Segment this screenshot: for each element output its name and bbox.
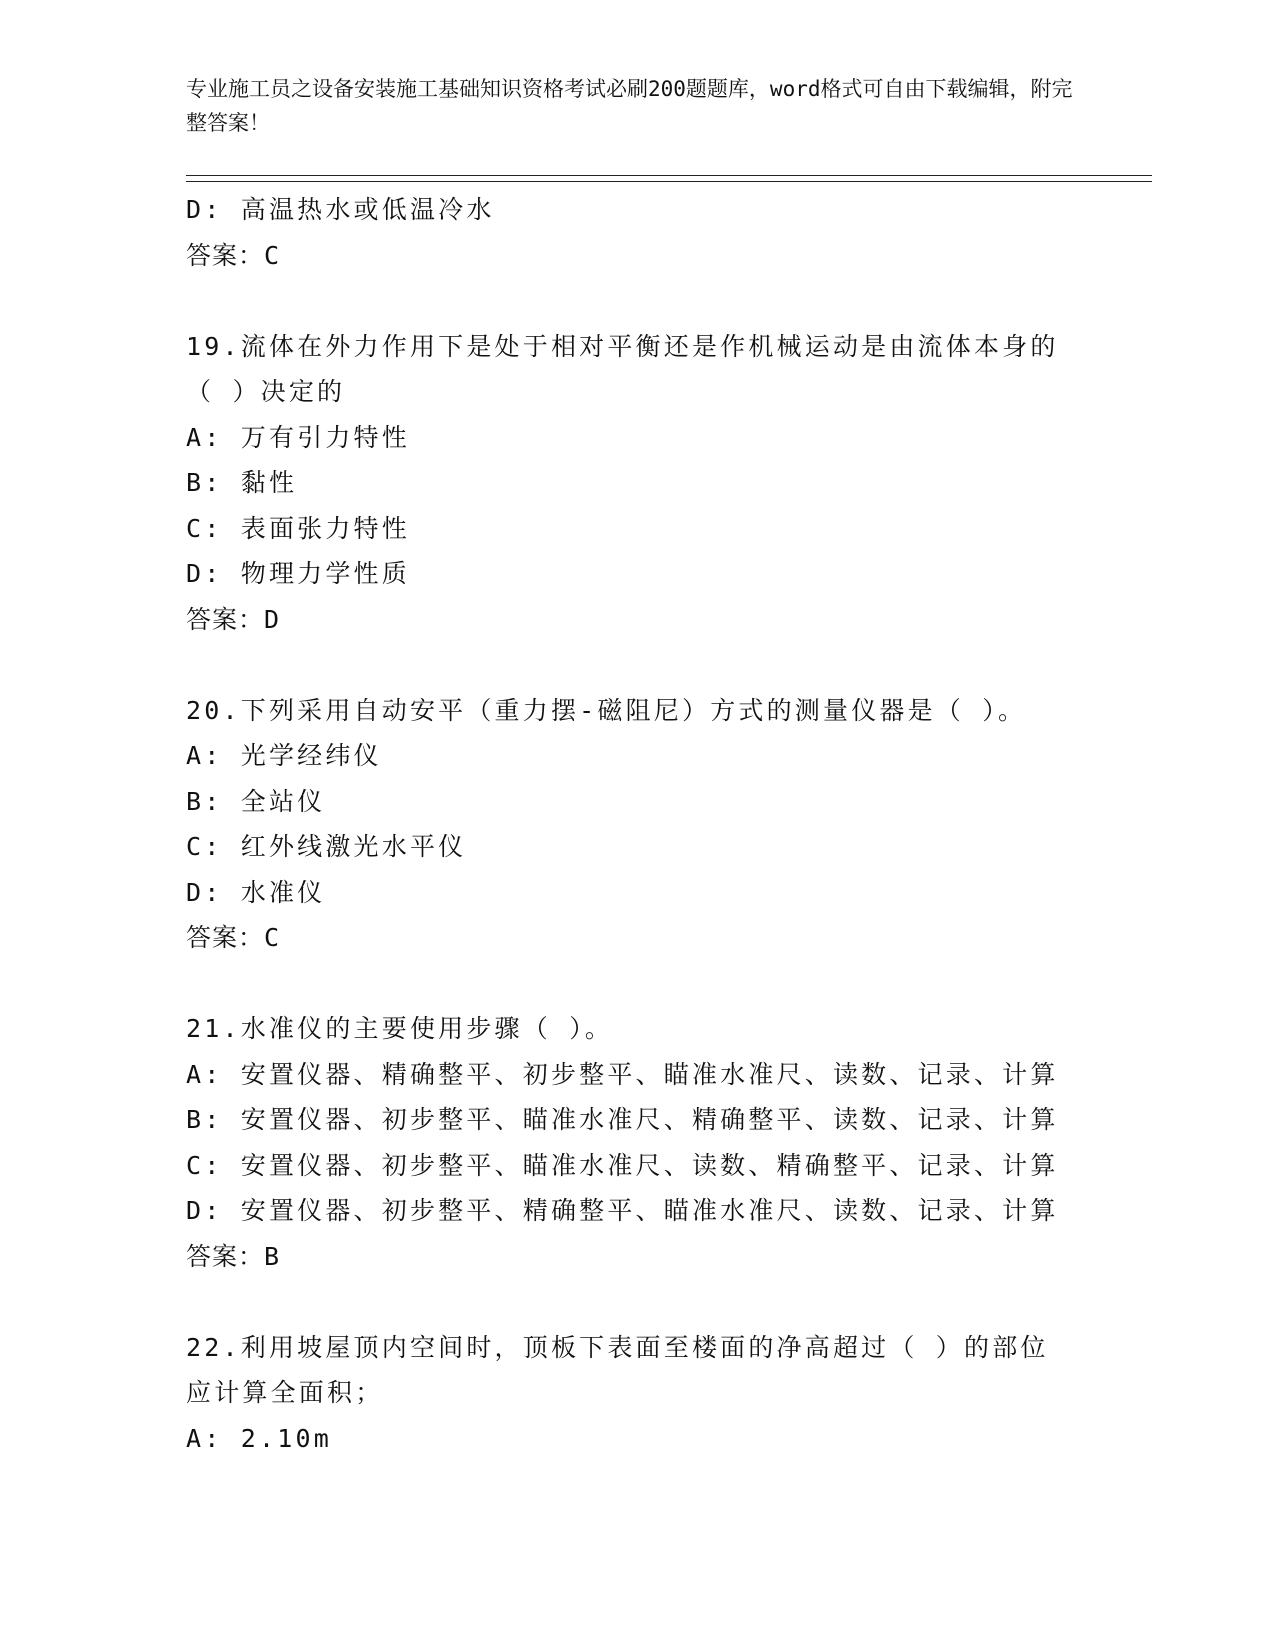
question-content [186,187,1146,1461]
q19-option-c: C: 表面张力特性 [186,513,410,543]
q19-answer: 答案：D [186,604,281,634]
spacer [186,1279,1146,1325]
prev-option-d: D: 高温热水或低温冷水 [186,195,495,224]
document-header [186,72,1076,140]
q20-option-b: B: 全站仪 [186,786,326,816]
spacer [186,961,1146,1007]
q20-option-d: D: 水准仪 [186,877,326,907]
q20-option-c: C: 红外线激光水平仪 [186,832,467,861]
spacer [186,642,1146,688]
q19-option-d: D: 物理力学性质 [186,559,410,588]
header-title: 专业施工员之设备安装施工基础知识资格考试必刷200题题库，word格式可自由下载编辑，附完整答案！ [186,77,1073,135]
q20-stem-line1: 20.下列采用自动安平（重力摆-磁阻尼）方式的测量仪器是（ ）。 [186,695,1027,725]
prev-answer: 答案：C [186,240,281,270]
header-rule-bottom [186,181,1152,182]
q21-option-a: A: 安置仪器、精确整平、初步整平、瞄准水准尺、读数、记录、计算 [186,1059,1059,1089]
q22-option-a: A: 2.10m [186,1423,333,1453]
q20-option-a: A: 光学经纬仪 [186,741,382,770]
q22-stem-line1: 22.利用坡屋顶内空间时，顶板下表面至楼面的净高超过（ ）的部位 [186,1332,1049,1362]
spacer [186,278,1146,324]
q21-answer: 答案：B [186,1241,281,1271]
q21-option-d: D: 安置仪器、初步整平、精确整平、瞄准水准尺、读数、记录、计算 [186,1196,1059,1225]
q19-stem-line2: （ ）决定的 [186,377,346,406]
q19-option-a: A: 万有引力特性 [186,422,410,452]
q20-answer: 答案：C [186,923,281,952]
header-rule-top [186,175,1152,176]
q22-stem-line2: 应计算全面积； [186,1378,384,1407]
q19-stem-line1: 19.流体在外力作用下是处于相对平衡还是作机械运动是由流体本身的 [186,331,1059,361]
q19-option-b: B: 黏性 [186,468,298,497]
q21-option-b: B: 安置仪器、初步整平、瞄准水准尺、精确整平、读数、记录、计算 [186,1105,1059,1134]
q21-stem-line1: 21.水准仪的主要使用步骤（ ）。 [186,1014,614,1043]
q21-option-c: C: 安置仪器、初步整平、瞄准水准尺、读数、精确整平、记录、计算 [186,1150,1059,1180]
